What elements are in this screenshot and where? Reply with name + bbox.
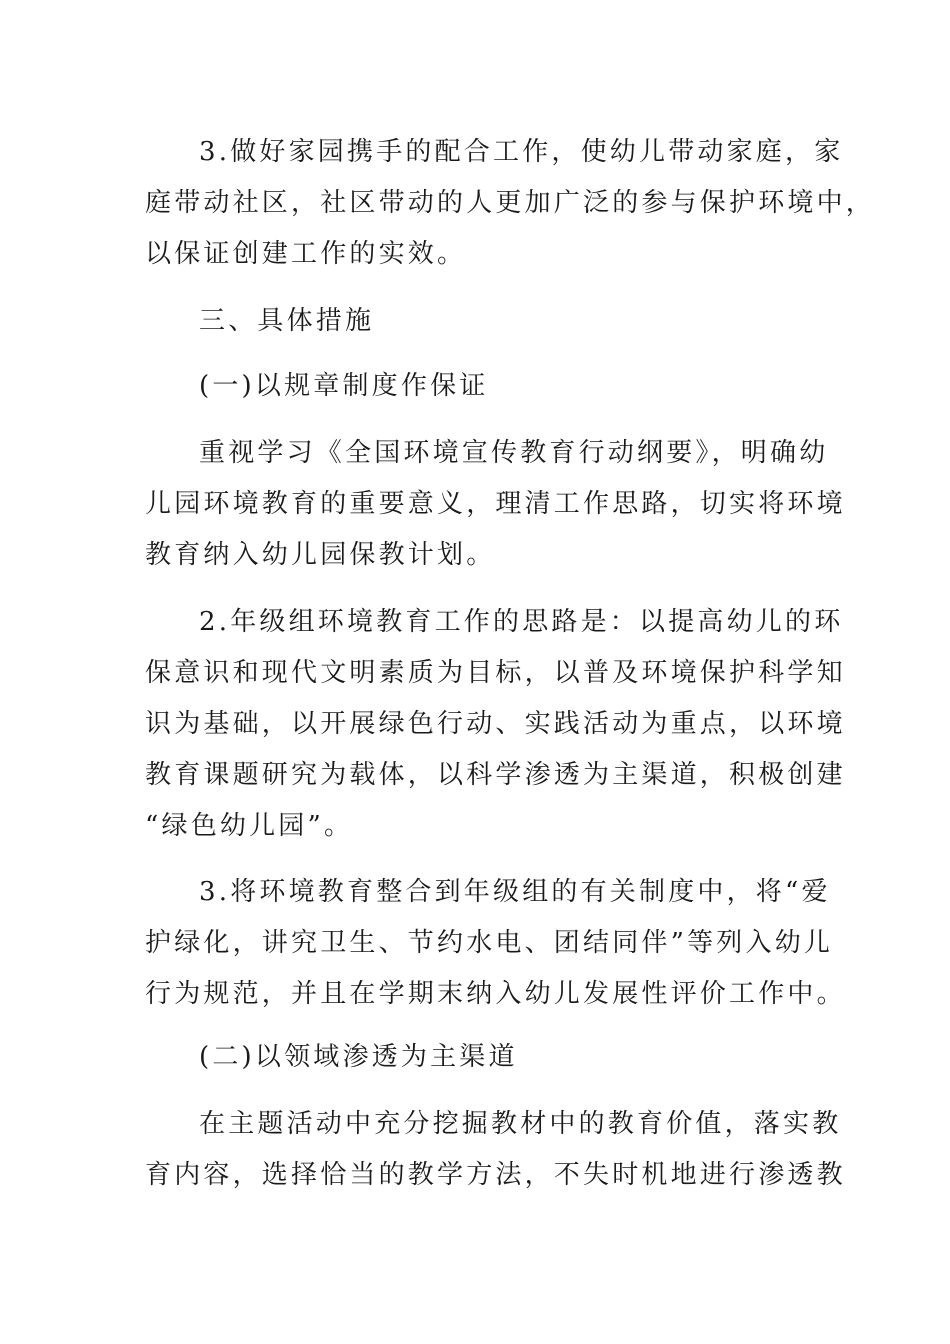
text-line: 3.做好家园携手的配合工作，使幼儿带动家庭，家 (199, 137, 844, 167)
text-line: 庭带动社区，社区带动的人更加广泛的参与保护环境中， (145, 188, 876, 218)
text-line: 保意识和现代文明素质为目标，以普及环境保护科学知 (145, 658, 846, 688)
paragraph-theme-activities (145, 1099, 846, 1201)
text-line: “绿色幼儿园”。 (145, 811, 354, 841)
heading-text: (一)以规章制度作保证 (199, 371, 489, 401)
paragraph-integrate-into-rules (145, 867, 846, 1020)
text-line: 识为基础，以开展绿色行动、实践活动为重点，以环境 (145, 709, 846, 739)
text-line: 育内容，选择恰当的教学方法，不失时机地进行渗透教 (145, 1160, 846, 1190)
text-line: 教育课题研究为载体，以科学渗透为主渠道，积极创建 (145, 760, 846, 790)
text-line: 在主题活动中充分挖掘教材中的教育价值，落实教 (199, 1109, 842, 1139)
paragraph-study-outline (145, 428, 846, 581)
heading-text: (二)以领域渗透为主渠道 (199, 1042, 518, 1072)
text-line: 行为规范，并且在学期末纳入幼儿发展性评价工作中。 (145, 979, 846, 1009)
text-line: 2.年级组环境教育工作的思路是：以提高幼儿的环 (199, 607, 844, 637)
paragraph-home-school-cooperation (145, 127, 876, 280)
text-line: 重视学习《全国环境宣传教育行动纲要》，明确幼 (199, 438, 829, 468)
text-line: 教育纳入幼儿园保教计划。 (145, 540, 496, 570)
heading-text: 三、具体措施 (199, 306, 375, 336)
subheading-domain-penetration (145, 1032, 805, 1083)
subheading-rules-guarantee (145, 361, 805, 412)
text-line: 3.将环境教育整合到年级组的有关制度中，将“爱 (199, 877, 831, 907)
section-heading-specific-measures (145, 296, 805, 347)
text-line: 以保证创建工作的实效。 (145, 239, 467, 269)
paragraph-grade-group-approach (145, 597, 846, 852)
text-line: 儿园环境教育的重要意义，理清工作思路，切实将环境 (145, 489, 846, 519)
text-line: 护绿化，讲究卫生、节约水电、团结同伴”等列入幼儿 (145, 928, 834, 958)
